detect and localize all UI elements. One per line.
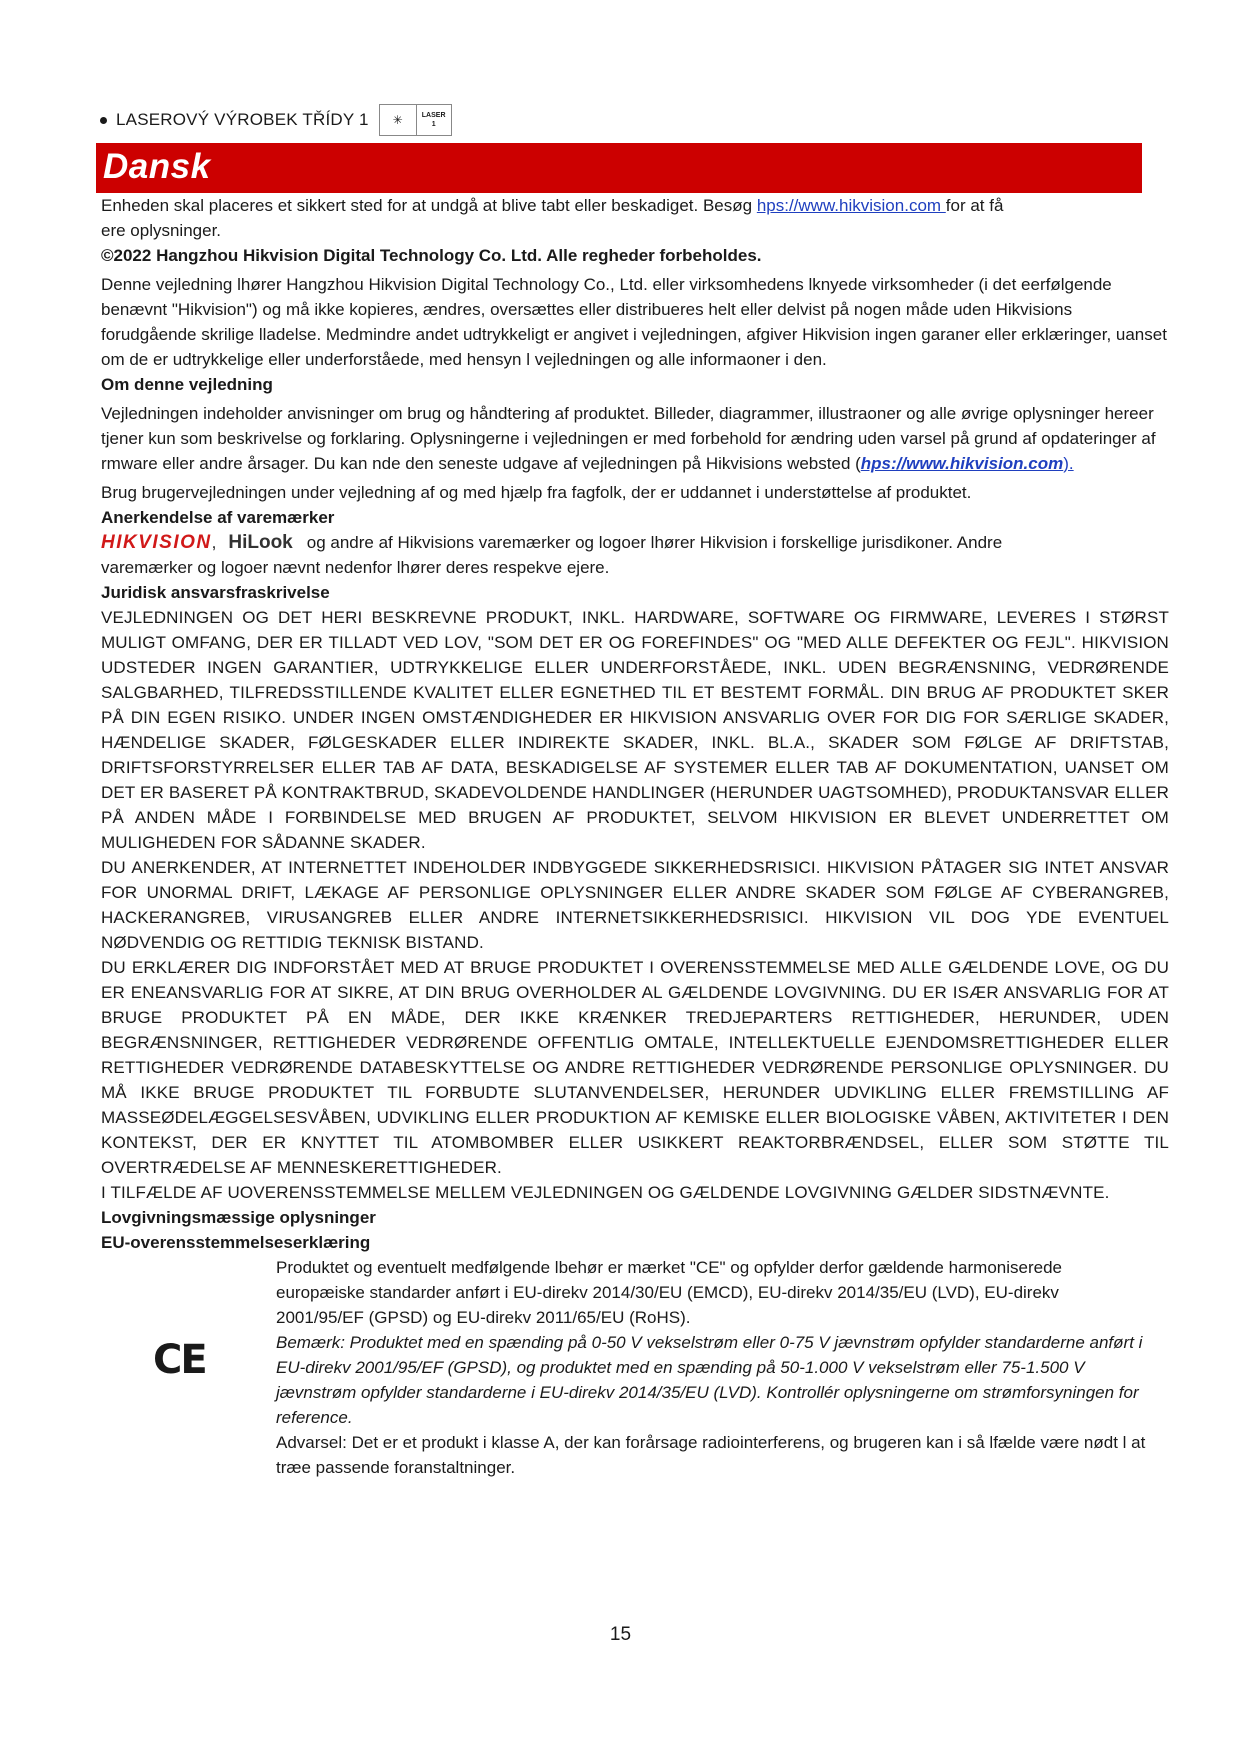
trademark-text-2: varemærker og logoer nævnt nedenfor lhører deres respekve ejere.	[101, 558, 610, 577]
bullet-icon	[100, 117, 107, 124]
about-close: ).	[1063, 454, 1074, 473]
legal-paragraph-2: DU ANERKENDER, AT INTERNETTET INDEHOLDER INDBYGGEDE SIKKERHEDSRISICI. HIKVISION PÅTAGER SIG INTET ANSVAR FOR UNORMAL DRIFT, LÆKAGE AF PERSONLIGE OPLYSNINGER ELLER ANDRE SKADER SOM FØLGE AF CYBERANGREB, HACKERANGREB, VIRUSANGREB ELLER ANDRE INTERNETSIKKERHEDSRISICI. HIKVISION VIL DOG YDE EVENTUEL NØDVENDIG OG RETTIDIG TEKNISK BISTAND.	[101, 858, 1169, 952]
laser-warning-badge	[379, 104, 452, 136]
laser-badge-top: LASER	[421, 112, 446, 119]
trademark-heading: Anerkendelse af varemærker	[101, 508, 335, 527]
about-link[interactable]: hps://www.hikvision.com	[860, 454, 1064, 473]
laser-class-line	[100, 104, 452, 136]
hikvision-logo: HIKVISION	[101, 532, 212, 553]
intro-text-2: for at få	[945, 196, 1004, 215]
laser-class-label: LASEROVÝ VÝROBEK TŘÍDY 1	[116, 110, 369, 129]
ownership-paragraph: Denne vejledning lhører Hangzhou Hikvision Digital Technology Co., Ltd. eller virksomhedens lknyede virksomheder (i det eerfølgende benævnt "Hikvision") og må ikke kopieres, ændres, oversættes eller distribueres helt eller delvist på nogen måde uden Hikvisions forudgående skrilige lladelse. Medmindre andet udtrykkeligt er angivet i vejledningen, afgiver Hikvision ingen garaner eller erklæringer, uanset om de er udtrykkelige eller underforståede, med hensyn l vejledningen og alle informaoner i den.	[101, 275, 1167, 369]
laser-badge-bottom: 1	[431, 121, 436, 128]
document-body	[101, 193, 1169, 1480]
about-paragraph-2: Brug brugervejledningen under vejledning af og med hjælp fra fagfolk, der er uddannet i understøttelse af produktet.	[101, 483, 972, 502]
copyright-line: ©2022 Hangzhou Hikvision Digital Technology Co. Ltd. Alle regheder forbeholdes.	[101, 246, 762, 265]
ce-mark-icon: CE	[153, 1337, 206, 1383]
logo-separator: ,	[211, 533, 217, 552]
hilook-logo: HiLook	[228, 532, 293, 553]
language-title: Dansk	[103, 147, 211, 186]
intro-link[interactable]: hps://www.hikvision.com	[756, 196, 946, 215]
regulatory-heading: Lovgivningsmæssige oplysninger	[101, 1208, 376, 1227]
legal-heading: Juridisk ansvarsfraskrivelse	[101, 583, 330, 602]
eu-conformity-heading: EU-overensstemmelseserklæring	[101, 1233, 371, 1252]
ce-paragraph: Produktet og eventuelt medfølgende lbehør er mærket "CE" og opfylder derfor gældende harmoniserede europæiske standarder anført i EU-direkv 2014/30/EU (EMCD), EU-direkv 2014/35/EU (LVD), EU-direkv 2001/95/EF (GPSD) og EU-direkv 2011/65/EU (RoHS).	[276, 1258, 1062, 1327]
intro-text-3: ere oplysninger.	[101, 221, 222, 240]
language-header-bar	[96, 143, 1142, 193]
about-heading: Om denne vejledning	[101, 375, 273, 394]
legal-paragraph-3: DU ERKLÆRER DIG INDFORSTÅET MED AT BRUGE PRODUKTET I OVERENSSTEMMELSE MED ALLE GÆLDENDE LOVE, OG DU ER ENEANSVARLIG FOR AT SIKRE, AT DIN BRUG OVERHOLDER AL GÆLDENDE LOVGIVNING. DU ER ISÆR ANSVARLIG FOR AT BRUGE PRODUKTET PÅ EN MÅDE, DER IKKE KRÆNKER TREDJEPARTERS RETTIGHEDER, HERUNDER, UDEN BEGRÆNSNINGER, RETTIGHEDER VEDRØRENDE OFFENTLIG OMTALE, INTELLEKTUELLE EJENDOMSRETTIGHEDER ELLER RETTIGHEDER VEDRØRENDE DATABESKYTTELSE OG ANDRE RETTIGHEDER VEDRØRENDE PERSONLIGE OPLYSNINGER. DU MÅ IKKE BRUGE PRODUKTET TIL FORBUDTE SLUTANVENDELSER, HERUNDER UDVIKLING ELLER FREMSTILLING AF MASSEØDELÆGGELSESVÅBEN, UDVIKLING ELLER PRODUKTION AF KEMISKE ELLER BIOLOGISKE VÅBEN, AKTIVITETER I DEN KONTEKST, DER ER KNYTTET TIL ATOMBOMBER ELLER USIKKERT REAKTORBRÆNDSEL, ELLER SOM STØTTE TIL OVERTRÆDELSE AF MENNESKERETTIGHEDER.	[101, 958, 1169, 1177]
about-text: Vejledningen indeholder anvisninger om brug og håndtering af produktet. Billeder, diagrammer, illustraoner og alle øvrige oplysninger hereer tjener kun som beskrivelse og forklaring. Oplysningerne i vejledningen er med forbehold for ændring uden varsel på grund af opdateringer af rmware eller andre årsager. Du kan nde den seneste udgave af vejledningen på Hikvisions websted (	[101, 404, 1156, 473]
intro-paragraph	[101, 193, 1169, 243]
legal-paragraph-1: VEJLEDNINGEN OG DET HERI BESKREVNE PRODUKT, INKL. HARDWARE, SOFTWARE OG FIRMWARE, LEVERES I STØRST MULIGT OMFANG, DER ER TILLADT VED LOV, "SOM DET ER OG FOREFINDES" OG "MED ALLE DEFEKTER OG FEJL". HIKVISION UDSTEDER INGEN GARANTIER, UDTRYKKELIGE ELLER UNDERFORSTÅEDE, INKL. UDEN BEGRÆNSNING, VEDRØRENDE SALGBARHED, TILFREDSSTILLENDE KVALITET ELLER EGNETHED TIL ET BESTEMT FORMÅL. DIN BRUG AF PRODUKTET SKER PÅ DIN EGEN RISIKO. UNDER INGEN OMSTÆNDIGHEDER ER HIKVISION ANSVARLIG OVER FOR DIG FOR SÆRLIGE SKADER, HÆNDELIGE SKADER, FØLGESKADER ELLER INDIREKTE SKADER, INKL. BL.A., SKADER SOM FØLGE AF DRIFTSTAB, DRIFTSFORSTYRRELSER ELLER TAB AF DATA, BESKADIGELSE AF SYSTEMER ELLER TAB AF DOKUMENTATION, UANSET OM DET ER BASERET PÅ KONTRAKTBRUD, SKADEVOLDENDE HANDLINGER (HERUNDER UAGTSOMHED), PRODUKTANSVAR ELLER PÅ ANDEN MÅDE I FORBINDELSE MED BRUGEN AF PRODUKTET, SELVOM HIKVISION ER BLEVET UNDERRETTET OM MULIGHEDEN FOR SÅDANNE SKADER.	[101, 608, 1169, 852]
legal-paragraph-4: I TILFÆLDE AF UOVERENSSTEMMELSE MELLEM VEJLEDNINGEN OG GÆLDENDE LOVGIVNING GÆLDER SIDSTNÆVNTE.	[101, 1183, 1110, 1202]
trademark-text: og andre af Hikvisions varemærker og logoer lhører Hikvision i forskellige jurisdikoner. Andre	[306, 533, 1003, 552]
intro-text: Enheden skal placeres et sikkert sted for at undgå at blive tabt eller beskadiget. Besøg	[101, 196, 757, 215]
trademark-paragraph	[101, 530, 1169, 580]
ce-section	[101, 1255, 1169, 1480]
about-paragraph	[101, 401, 1169, 476]
laser-starburst-icon: ✳	[380, 105, 417, 135]
page-number: 15	[609, 1624, 632, 1645]
ce-note: Bemærk: Produktet med en spænding på 0-50 V vekselstrøm eller 0-75 V jævnstrøm opfylder standarderne anført i EU-direkv 2001/95/EF (GPSD), og produktet med en spænding på 50-1.000 V vekselstrøm eller 75-1.500 V jævnstrøm opfylder standarderne i EU-direkv 2014/35/EU (LVD). Kontrollér oplysningerne om strømforsyningen for reference.	[276, 1333, 1143, 1427]
ce-warning: Advarsel: Det er et produkt i klasse A, der kan forårsage radiointerferens, og brugeren kan i så lfælde være nødt l at træe passende foranstaltninger.	[276, 1433, 1146, 1477]
